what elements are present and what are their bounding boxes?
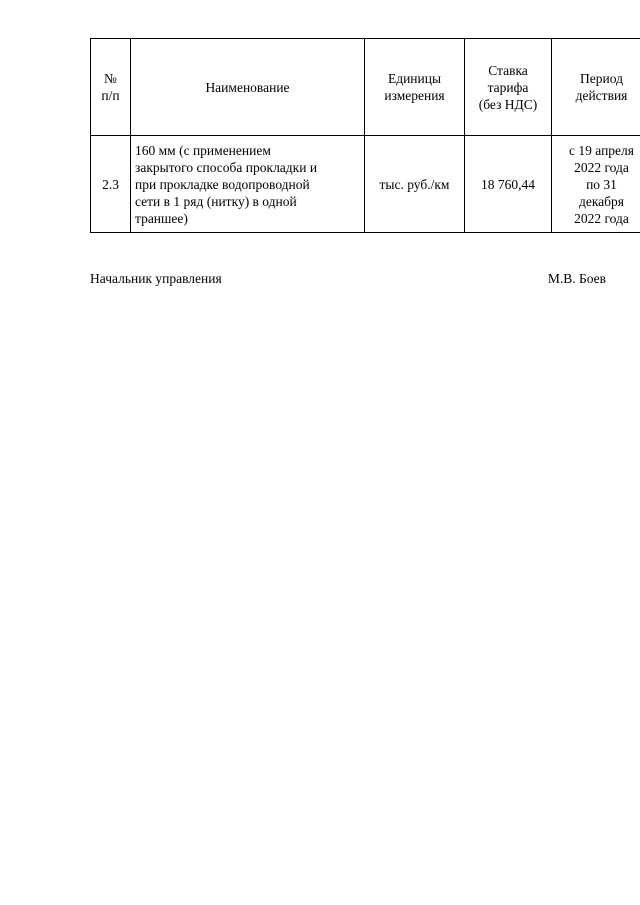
row-period: с 19 апреля 2022 года по 31 декабря 2022 года: [569, 142, 634, 226]
row-rate-cell: [465, 136, 552, 233]
row-number: 2.3: [102, 176, 119, 192]
signature-block: [90, 270, 606, 287]
row-name: 160 мм (с применением закрытого способа прокладки и при прокладке водопроводной сети в 1 ряд (нитку) в одной траншее): [135, 142, 318, 226]
tariff-table: [90, 38, 640, 233]
header-number: [91, 39, 131, 136]
row-name-cell: [131, 136, 365, 233]
header-units: [365, 39, 465, 136]
header-rate: [465, 39, 552, 136]
header-period: [552, 39, 640, 136]
header-number-text: № п/п: [101, 71, 120, 103]
row-units: тыс. руб./км: [379, 176, 450, 192]
signatory-position: Начальник управления: [90, 271, 222, 286]
table-header-row: [91, 39, 640, 136]
header-name: [131, 39, 365, 136]
header-rate-text: Ставка тарифа (без НДС): [478, 62, 538, 112]
signatory-name: М.В. Боев: [547, 271, 606, 286]
header-name-text: Наименование: [205, 79, 290, 95]
header-units-text: Единицы измерения: [384, 71, 445, 103]
row-units-cell: [365, 136, 465, 233]
row-period-cell: [552, 136, 640, 233]
header-period-text: Период действия: [575, 71, 628, 103]
row-number-cell: [91, 136, 131, 233]
row-rate: 18 760,44: [481, 176, 535, 192]
table-row: [91, 136, 640, 233]
